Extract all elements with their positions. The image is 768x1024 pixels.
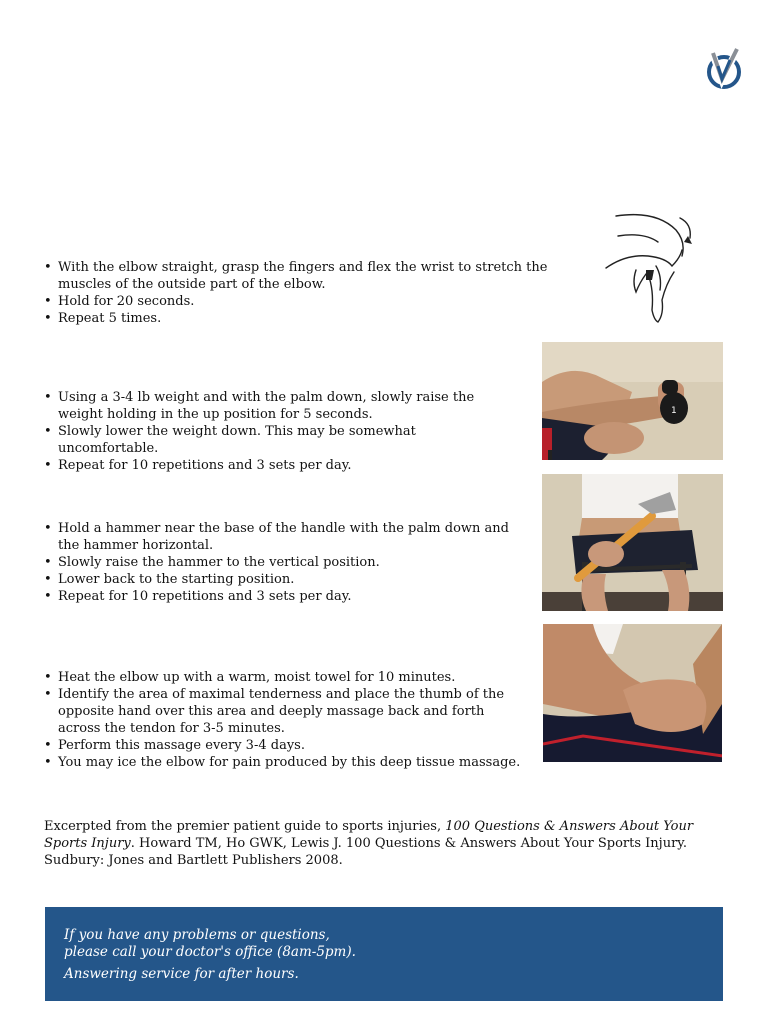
contact-line-2: please call your doctor's office (8am-5pm). <box>64 944 356 960</box>
list-item: • Repeat 5 times. <box>44 310 564 327</box>
elbow-massage-photo <box>543 624 722 762</box>
list-item: • With the elbow straight, grasp the fingers and flex the wrist to stretch the muscles of the outside part of the elbow. <box>44 259 564 293</box>
checkmark-logo-icon <box>704 46 744 92</box>
list-item: • Slowly raise the hammer to the vertical position. <box>44 554 514 571</box>
exercise-1-instructions <box>44 259 564 327</box>
list-item: • Hold a hammer near the base of the handle with the palm down and the hammer horizontal. <box>44 520 514 554</box>
hammer-exercise-photo <box>542 474 723 611</box>
citation-book-title: 100 Questions & Answers About Your Sports Injury <box>44 819 694 851</box>
citation <box>44 818 724 869</box>
list-item: • Using a 3-4 lb weight and with the palm down, slowly raise the weight holding in the up position for 5 seconds. <box>44 389 504 423</box>
after-hours-line: Answering service for after hours. <box>64 966 299 982</box>
wrist-flexor-stretch-drawing <box>596 210 722 328</box>
svg-text:1: 1 <box>671 406 677 416</box>
list-item: • Identify the area of maximal tenderness and place the thumb of the opposite hand over this area and deeply massage back and forth across the tendon for 3-5 minutes. <box>44 686 530 737</box>
dumbbell-wrist-raise-photo <box>542 342 723 460</box>
list-item: • Repeat for 10 repetitions and 3 sets per day. <box>44 588 514 605</box>
list-item: • Slowly lower the weight down. This may be somewhat uncomfortable. <box>44 423 504 457</box>
list-item: • Lower back to the starting position. <box>44 571 514 588</box>
list-item: • You may ice the elbow for pain produced by this deep tissue massage. <box>44 754 530 771</box>
list-item: • Perform this massage every 3-4 days. <box>44 737 530 754</box>
list-item: • Heat the elbow up with a warm, moist towel for 10 minutes. <box>44 669 530 686</box>
citation-rest: . Howard TM, Ho GWK, Lewis J. 100 Questions & Answers About Your Sports Injury. Sudbury: Jones and Bartlett Publishers 2008. <box>44 836 688 868</box>
exercise-2-instructions <box>44 389 504 474</box>
list-item: • Repeat for 10 repetitions and 3 sets per day. <box>44 457 504 474</box>
exercise-3-instructions <box>44 520 514 605</box>
exercise-4-instructions <box>44 669 530 771</box>
citation-intro: Excerpted from the premier patient guide to sports injuries, <box>44 819 446 834</box>
list-item: • Hold for 20 seconds. <box>44 293 564 310</box>
contact-banner <box>45 907 723 1001</box>
contact-line-1: If you have any problems or questions, <box>64 927 330 943</box>
